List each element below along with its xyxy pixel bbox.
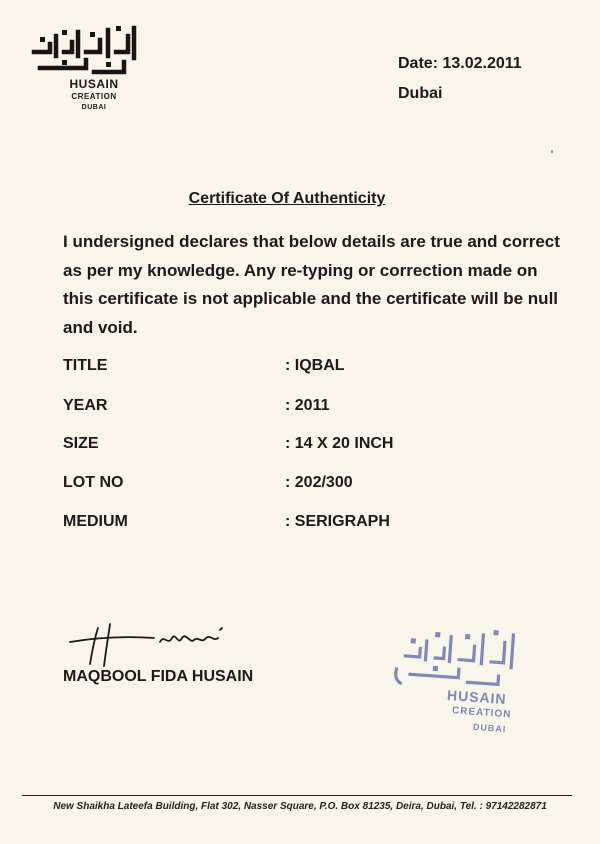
logo-line-husain: HUSAIN <box>69 77 119 91</box>
stamp-line-creation: CREATION <box>451 705 512 721</box>
detail-label: TITLE <box>63 357 108 374</box>
detail-value: : SERIGRAPH <box>285 513 390 530</box>
husain-creation-logo <box>26 22 146 118</box>
signer-name: MAQBOOL FIDA HUSAIN <box>63 668 254 685</box>
detail-label: YEAR <box>63 397 108 414</box>
certificate-title: Certificate Of Authenticity <box>188 190 386 207</box>
detail-value: : 14 X 20 INCH <box>285 435 394 452</box>
detail-value: : 202/300 <box>285 474 353 491</box>
declaration-text: I undersigned declares that below details are true and correct as per my knowledge. Any re-typing or correction made on this certificate is not applicable and the certificate will be null and void. <box>63 232 560 337</box>
footer-address: New Shaikha Lateefa Building, Flat 302, Nasser Square, P.O. Box 81235, Deira, Dubai, Tel. : 97142282871 <box>53 801 547 812</box>
paper-speck <box>551 150 553 153</box>
detail-value: : 2011 <box>285 397 330 414</box>
calligraphy-logo-mark <box>26 22 146 78</box>
stamp-line-husain: HUSAIN <box>446 686 508 708</box>
logo-line-creation: CREATION <box>71 92 117 101</box>
stamp-line-dubai: DUBAI <box>472 721 507 735</box>
detail-label: LOT NO <box>63 474 124 491</box>
certificate-date: Date: 13.02.2011 <box>398 55 522 72</box>
footer-divider <box>22 795 572 796</box>
handwritten-signature <box>64 620 234 670</box>
stamp-calligraphy-mark <box>388 615 543 695</box>
detail-label: SIZE <box>63 435 99 452</box>
company-stamp <box>384 615 542 750</box>
certificate-city: Dubai <box>398 85 443 102</box>
detail-label: MEDIUM <box>63 513 128 530</box>
logo-line-dubai: DUBAI <box>81 104 107 111</box>
detail-value: : IQBAL <box>285 357 345 374</box>
